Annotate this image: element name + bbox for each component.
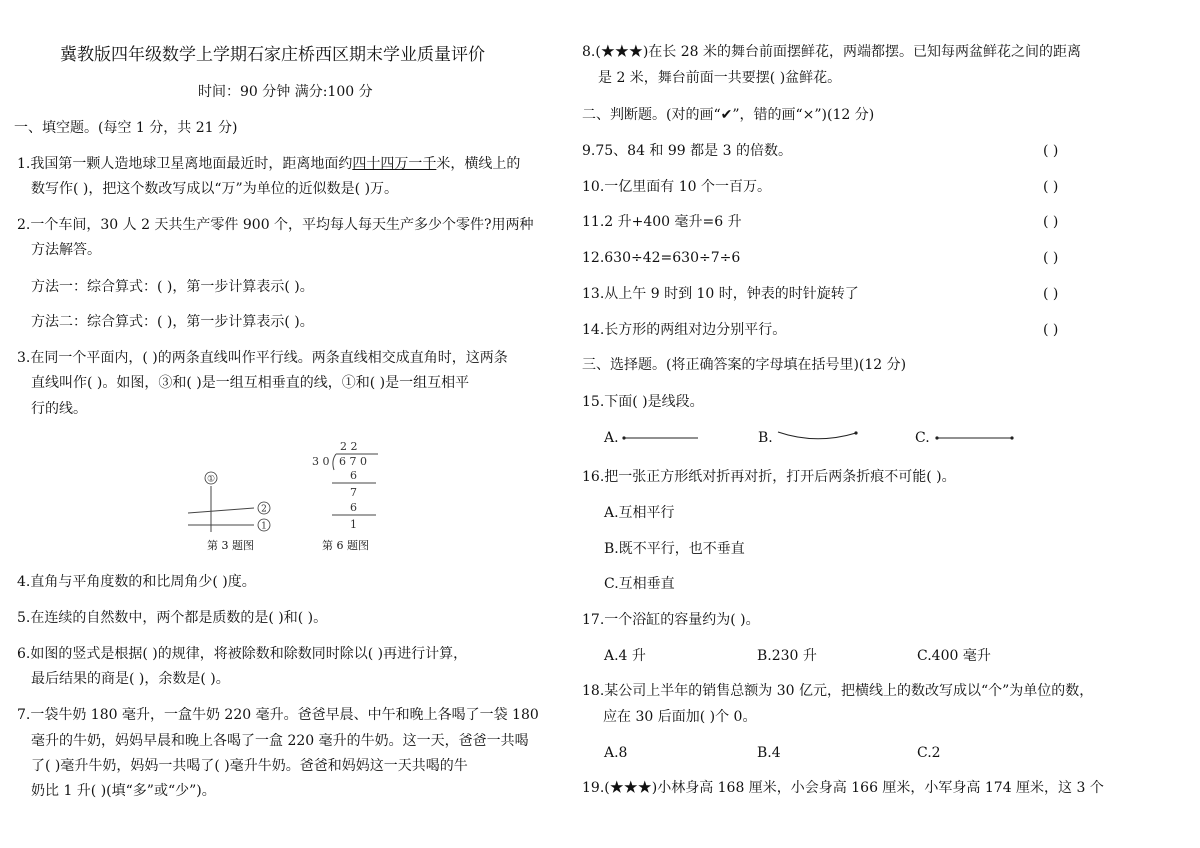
question-3-line-1: 3.在同一个平面内，( )的两条直线叫作平行线。两条直线相交成直角时，这两条 <box>17 350 508 366</box>
q1-underlined-number: 四十四万一千 <box>352 156 437 172</box>
question-7-line-3: 了( )毫升牛奶，妈妈一共喝了( )毫升牛奶。爸爸和妈妈这一天共喝的牛 <box>31 758 468 774</box>
question-2-method-2: 方法二：综合算式：( )，第一步计算表示( )。 <box>31 314 314 330</box>
judge-item-12: 12.630÷42=630÷7÷6 <box>582 250 741 266</box>
q1-text: 1.我国第一颗人造地球卫星离地面最近时，距离地面约 <box>17 156 353 172</box>
judge-answer-14: ( ) <box>1043 322 1059 338</box>
division-dividend: 6 7 0 <box>339 455 367 468</box>
q15-option-a-label: A. <box>604 430 619 446</box>
question-2-line-2: 方法解答。 <box>31 242 101 258</box>
question-1-line-1 <box>17 155 520 173</box>
q15-option-c-segment <box>934 433 1016 443</box>
judge-answer-12: ( ) <box>1043 250 1059 266</box>
section-multiple-choice: 三、选择题。(将正确答案的字母填在括号里)(12 分) <box>582 357 907 373</box>
judge-item-10: 10.一亿里面有 10 个一百万。 <box>582 179 771 195</box>
curve-b-endpoint <box>854 431 857 434</box>
exam-info: 时间：90 分钟 满分:100 分 <box>198 84 373 100</box>
division-remainder: 1 <box>350 518 357 531</box>
judge-answer-13: ( ) <box>1043 286 1059 302</box>
judge-item-13: 13.从上午 9 时到 10 时，钟表的时针旋转了 <box>582 286 859 302</box>
q17-option-c: C.400 毫升 <box>917 648 991 664</box>
question-18-line-1: 18.某公司上半年的销售总额为 30 亿元，把横线上的数改写成以“个”为单位的数， <box>582 683 1094 699</box>
question-6-line-2: 最后结果的商是( )，余数是( )。 <box>31 671 230 687</box>
division-quotient: 2 2 <box>340 440 358 453</box>
q15-option-c-label: C. <box>915 430 930 446</box>
q16-option-b: B.既不平行，也不垂直 <box>604 541 745 557</box>
division-row-3: 6 <box>350 501 357 514</box>
judge-answer-10: ( ) <box>1043 179 1059 195</box>
section-true-false: 二、判断题。(对的画“✔”，错的画“×”)(12 分) <box>582 107 875 123</box>
q15-option-b-curve <box>776 429 860 443</box>
question-3-line-3: 行的线。 <box>31 401 87 417</box>
question-3-line-2: 直线叫作( )。如图，③和( )是一组互相垂直的线，①和( )是一组互相平 <box>31 375 470 391</box>
page-title: 冀教版四年级数学上学期石家庄桥西区期末学业质量评价 <box>60 45 485 65</box>
question-8-line-1: 8.(★★★)在长 28 米的舞台前面摆鲜花，两端都摆。已知每两盆鲜花之间的距离 <box>582 44 1081 60</box>
figure-6-long-division <box>310 438 390 533</box>
question-6-line-1: 6.如图的竖式是根据( )的规律，将被除数和除数同时除以( )再进行计算， <box>17 646 468 662</box>
q16-option-c: C.互相垂直 <box>604 576 675 592</box>
q18-option-b: B.4 <box>757 745 781 761</box>
segment-c-endpoint-right <box>1010 436 1013 439</box>
question-7-line-4: 奶比 1 升( )(填“多”或“少”)。 <box>31 783 216 799</box>
curve-b-line <box>778 432 856 439</box>
q15-option-b-label: B. <box>758 430 773 446</box>
question-1-line-2: 数写作( )，把这个数改写成以“万”为单位的近似数是( )万。 <box>31 181 399 197</box>
question-18-line-2: 应在 30 后面加( )个 0。 <box>603 709 757 725</box>
q18-option-c: C.2 <box>917 745 941 761</box>
line-label-1: 1 <box>261 521 267 532</box>
q17-option-a: A.4 升 <box>604 648 646 664</box>
judge-answer-9: ( ) <box>1043 143 1059 159</box>
question-7-line-1: 7.一袋牛奶 180 毫升，一盒牛奶 220 毫升。爸爸早晨、中午和晚上各喝了一袋 180 <box>17 707 539 723</box>
judge-item-11: 11.2 升+400 毫升=6 升 <box>582 214 742 230</box>
judge-answer-11: ( ) <box>1043 214 1059 230</box>
question-15-stem: 15.下面( )是线段。 <box>582 394 704 410</box>
q1-text-end: 米，横线上的 <box>436 156 521 172</box>
q15-option-a-segment <box>622 433 702 443</box>
line-label-3: ① <box>206 474 216 485</box>
division-divisor: 3 0 <box>312 455 330 468</box>
line-label-2: 2 <box>261 504 267 515</box>
q16-option-a: A.互相平行 <box>604 505 675 521</box>
question-2-method-1: 方法一：综合算式：( )，第一步计算表示( )。 <box>31 279 314 295</box>
judge-item-14: 14.长方形的两组对边分别平行。 <box>582 322 787 338</box>
question-2-line-1: 2.一个车间，30 人 2 天共生产零件 900 个，平均每人每天生产多少个零件?用两种 <box>17 217 534 233</box>
question-7-line-2: 毫升的牛奶，妈妈早晨和晚上各喝了一盒 220 毫升的牛奶。这一天，爸爸一共喝 <box>31 733 529 749</box>
division-row-2: 7 <box>350 486 357 499</box>
question-8-line-2: 是 2 米，舞台前面一共要摆( )盆鲜花。 <box>598 70 842 86</box>
question-4: 4.直角与平角度数的和比周角少( )度。 <box>17 574 256 590</box>
section-fill-blank: 一、填空题。(每空 1 分，共 21 分) <box>14 120 238 136</box>
question-5: 5.在连续的自然数中，两个都是质数的是( )和( )。 <box>17 610 328 626</box>
division-row-1: 6 <box>350 469 357 482</box>
line-2 <box>188 508 254 513</box>
q17-option-b: B.230 升 <box>757 648 817 664</box>
q18-option-a: A.8 <box>604 745 628 761</box>
question-16-stem: 16.把一张正方形纸对折再对折，打开后两条折痕不可能( )。 <box>582 469 956 485</box>
figure-3-caption: 第 3 题图 <box>207 539 254 552</box>
figure-6-caption: 第 6 题图 <box>322 539 369 552</box>
division-bracket-curve <box>333 454 336 470</box>
question-19-line-1: 19.(★★★)小林身高 168 厘米，小会身高 166 厘米，小军身高 174 厘米，这 3 个 <box>582 780 1104 796</box>
judge-item-9: 9.75、84 和 99 都是 3 的倍数。 <box>582 143 792 159</box>
question-17-stem: 17.一个浴缸的容量约为( )。 <box>582 612 760 628</box>
